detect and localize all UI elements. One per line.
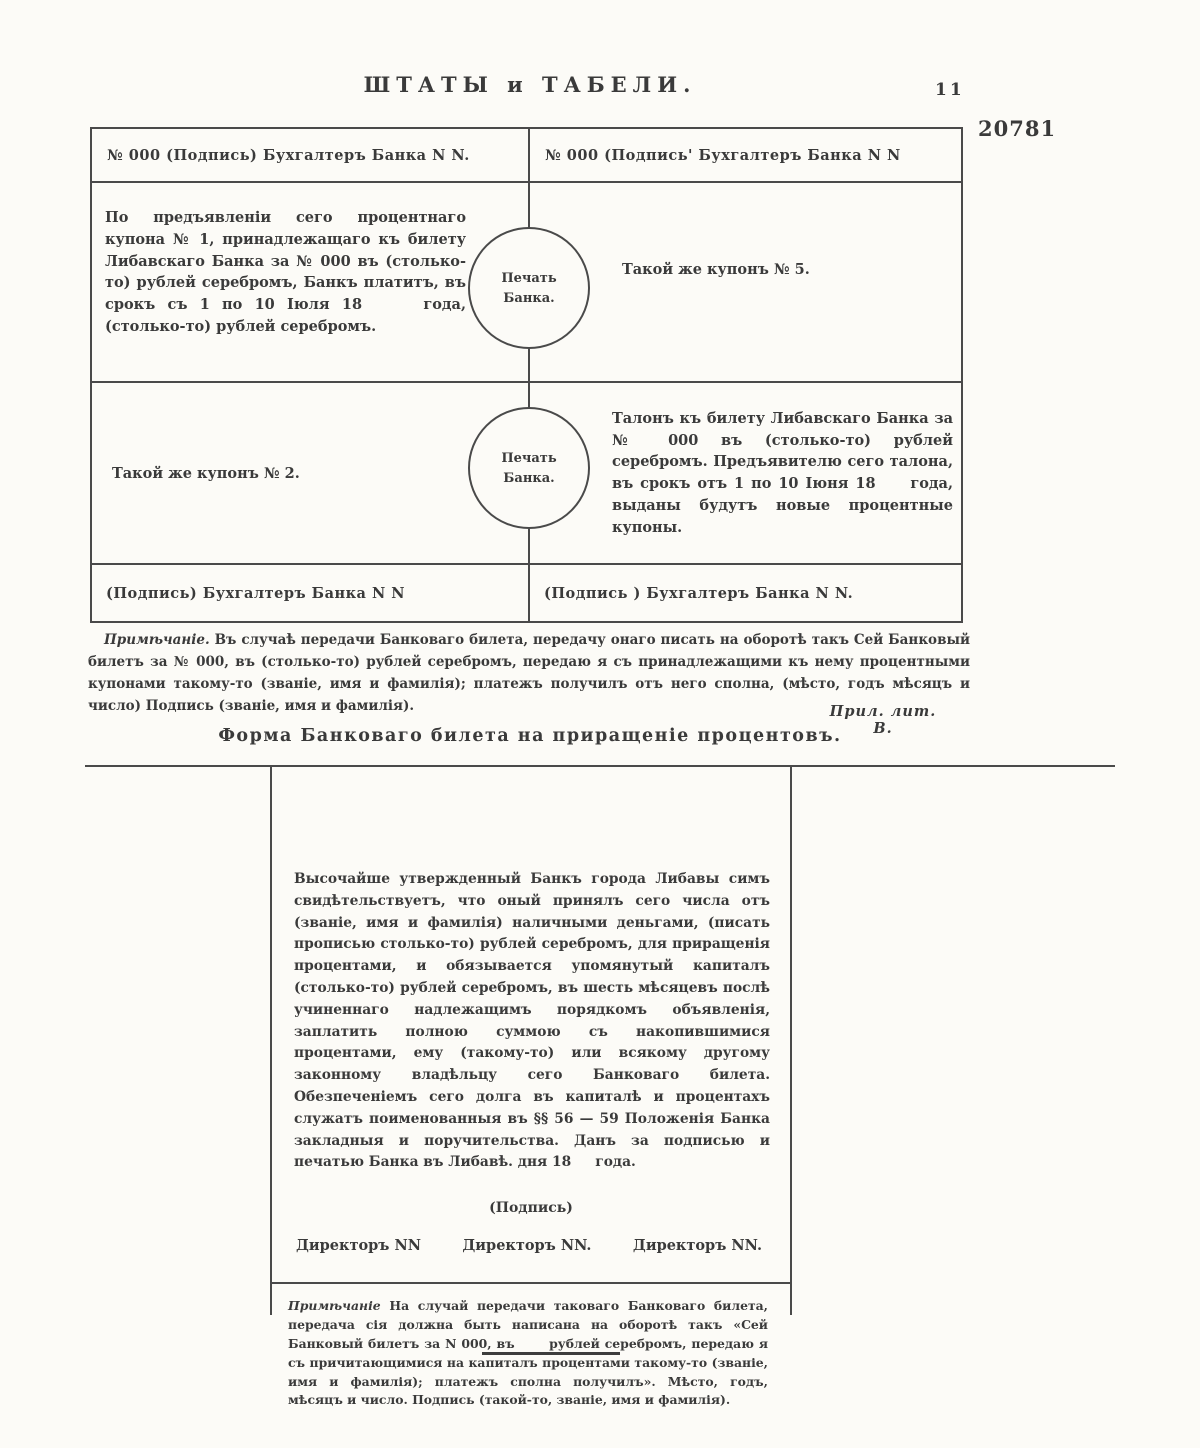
form-directors-row <box>296 1237 762 1254</box>
form-table <box>85 765 1115 1408</box>
director-signature-2: Директоръ NN. <box>462 1237 592 1255</box>
director-signature-3: Директоръ NN. <box>632 1237 762 1255</box>
coupon-header-right: № 000 (Подпись' Бухгалтеръ Банка N N <box>545 146 901 164</box>
bank-seal-icon <box>468 407 590 529</box>
form-note-label: Примѣчаніе <box>288 1298 381 1314</box>
talon-text-right: Талонъ къ билету Либавскаго Банка за № 000 въ (столько-то) рублей серебромъ. Предъявителю сего талона, въ срокъ отъ 1 по 10 Іюня 18 года, выданы будутъ новые процентные купоны. <box>612 409 953 536</box>
coupon-label-no5: Такой же купонъ № 5. <box>622 261 810 278</box>
seal-text-line2: Банка. <box>503 290 555 306</box>
bank-seal-icon <box>468 227 590 349</box>
form-body-text: Высочайше утвержденный Банкъ города Либавы симъ свидѣтельствуетъ, что оный принялъ сего числа отъ (званіе, имя и фамилія) наличными деньгами, (писать прописью столько-то) рублей серебромъ, для приращенія процентами, и обязывается упомянутый капиталъ (столько-то) рублей серебромъ, въ шесть мѣсяцевъ послѣ учиненнаго надлежащимъ порядкомъ объявленія, заплатить полною суммою съ накопившимися процентами, ему (такому-то) или всякому другому законному владѣльцу сего Банковаго билета. Обезпеченіемъ сего долга въ капиталѣ и процентахъ служатъ поименованныя въ §§ 56 — 59 Положенія Банка закладныя и поручительства. Данъ за подписью и печатью Банка въ Либавѣ. дня 18 года. <box>294 871 770 1171</box>
coupon-table-row-3 <box>92 381 961 563</box>
coupon-table-row-1 <box>92 129 961 181</box>
form-center-column <box>272 767 790 1410</box>
director-signature-1: Директоръ NN <box>296 1237 421 1255</box>
seal-text-line1: Печать <box>501 450 557 466</box>
note-text: Въ случаѣ передачи Банковаго билета, передачу онаго писать на оборотѣ такъ Сей Банковый билетъ за № 000, въ (столько-то) рублей серебромъ, передаю я съ принадлежащими къ нему процентными купонами такому-то (званіе, имя и фамилія); платежъ получилъ отъ него сполна, (мѣсто, годъ мѣсяцъ и число) Подпись (званіе, имя и фамилія). <box>88 632 970 714</box>
page-number: 11 <box>935 80 965 100</box>
coupon-label-no2: Такой же купонъ № 2. <box>92 383 530 563</box>
coupon-text-left: По предъявленіи сего процентнаго купона № 1, принадлежащаго къ билету Либавскаго Банка за № 000 въ (столько-то) рублей серебромъ, Банкъ платитъ, въ срокъ съ 1 по 10 Іюля 18 года, (столько-то) рублей серебромъ. <box>92 183 530 381</box>
coupon-header-left: № 000 (Подпись) Бухгалтеръ Банка N N. <box>92 129 530 181</box>
stamp-number: 20781 <box>978 116 1057 141</box>
form-title: Форма Банковаго билета на приращеніе процентовъ. <box>218 726 842 746</box>
coupon-table <box>90 127 963 623</box>
note-label: Примѣчаніе. <box>104 632 210 648</box>
bottom-rule <box>482 1352 620 1355</box>
form-note-text: На случай передачи таковаго Банковаго билета, передача сія должна быть написана на оборотѣ такъ «Сей Банковый билетъ за N 000, въ рублей серебромъ, передаю я съ причитающимися на капиталъ процентами такому-то (званіе, имя и фамилія); платежъ сполна получилъ». Мѣсто, годъ, мѣсяцъ и число. Подпись (такой-то, званіе, имя и фамилія). <box>288 1298 768 1408</box>
signature-right: (Подпись ) Бухгалтеръ Банка N N. <box>544 584 854 602</box>
annex-label: Прил. лит. В. <box>829 703 937 737</box>
coupon-table-row-2 <box>92 181 961 381</box>
form-signature-label: (Подпись) <box>489 1200 573 1217</box>
coupon-table-row-4 <box>92 563 961 621</box>
table-divider-right <box>790 767 792 1315</box>
seal-text-line1: Печать <box>501 270 557 286</box>
seal-text-line2: Банка. <box>503 470 555 486</box>
form-note-divider <box>272 1282 790 1284</box>
page-title: ШТАТЫ и ТАБЕЛИ. <box>363 72 697 97</box>
signature-left: (Подпись) Бухгалтеръ Банка N N <box>92 565 530 621</box>
